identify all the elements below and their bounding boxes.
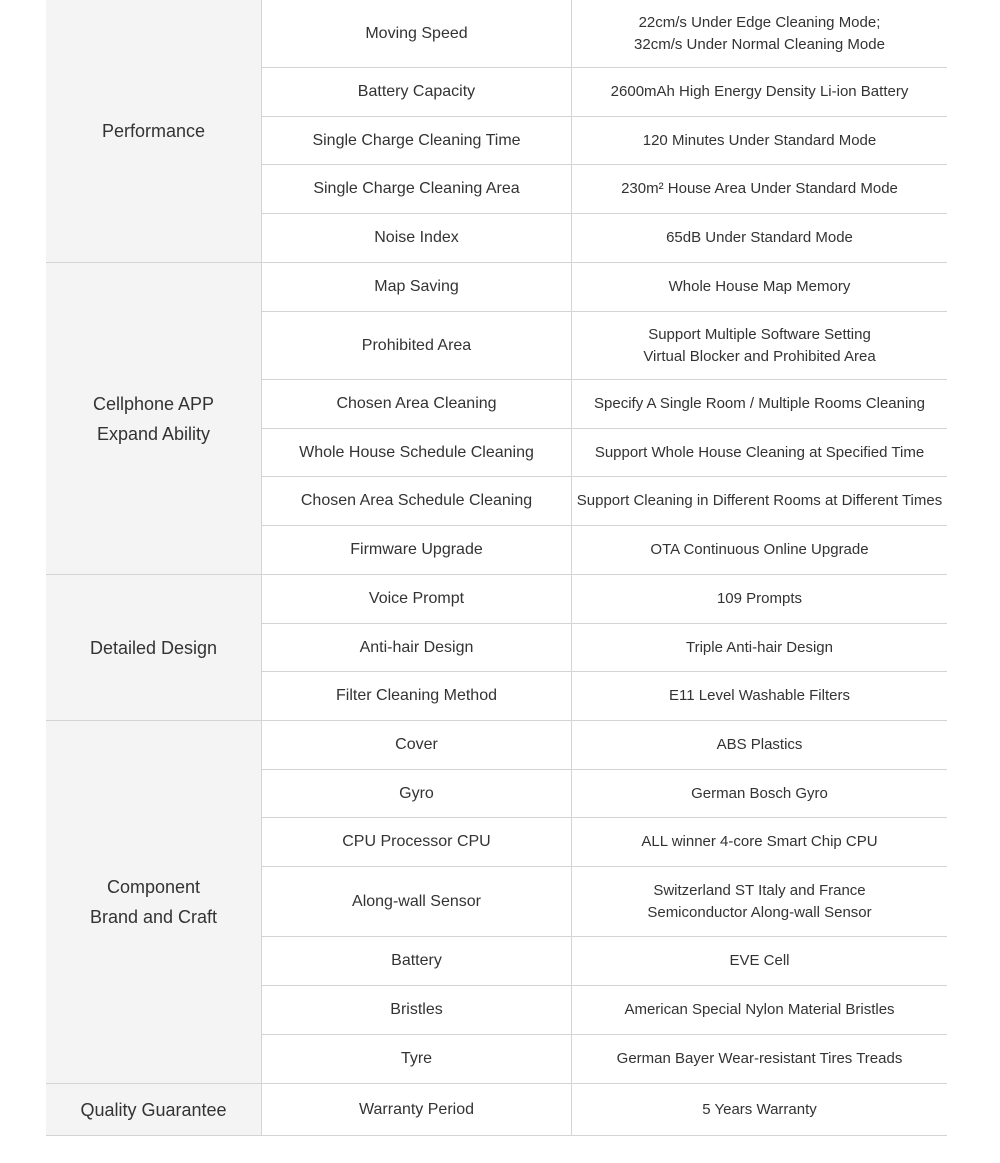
spec-value — [572, 263, 947, 311]
group-label-line: Expand Ability — [96, 423, 211, 444]
spec-value-line: German Bosch Gyro — [691, 784, 828, 802]
spec-value — [572, 0, 947, 67]
spec-value-line: Specify A Single Room / Multiple Rooms Cleaning — [594, 395, 925, 412]
spec-row — [262, 818, 947, 867]
spec-name: Single Charge Cleaning Time — [262, 117, 572, 164]
group-label — [46, 0, 262, 262]
spec-name: Bristles — [262, 986, 572, 1034]
spec-value — [572, 380, 947, 428]
spec-group — [46, 1084, 947, 1136]
spec-value — [572, 770, 947, 817]
spec-value — [572, 429, 947, 476]
spec-value-line: 120 Minutes Under Standard Mode — [642, 131, 877, 149]
spec-row — [262, 770, 947, 818]
spec-row — [262, 68, 947, 117]
spec-value-line: Support Multiple Software Setting — [648, 325, 871, 343]
spec-value-line: Support Whole House Cleaning at Specified Time — [594, 443, 925, 461]
spec-value-line: 32cm/s Under Normal Cleaning Mode — [634, 35, 885, 53]
spec-name: Warranty Period — [262, 1084, 572, 1135]
spec-row — [262, 867, 947, 937]
spec-value-line: 230m² House Area Under Standard Mode — [621, 180, 898, 197]
spec-value — [572, 165, 947, 213]
spec-row — [262, 0, 947, 68]
spec-group — [46, 0, 947, 263]
group-label — [46, 1084, 262, 1135]
spec-value — [572, 214, 947, 262]
group-label — [46, 721, 262, 1083]
spec-row — [262, 477, 947, 526]
spec-value — [572, 818, 947, 866]
spec-row — [262, 624, 947, 672]
group-label — [46, 575, 262, 720]
spec-row — [262, 165, 947, 214]
spec-value-line: 109 Prompts — [716, 590, 803, 607]
spec-name: Prohibited Area — [262, 312, 572, 379]
spec-name: Tyre — [262, 1035, 572, 1083]
spec-name: Anti-hair Design — [262, 624, 572, 671]
spec-name: Map Saving — [262, 263, 572, 311]
spec-value-line: Semiconductor Along-wall Sensor — [647, 903, 872, 921]
spec-value-line: EVE Cell — [729, 952, 790, 969]
spec-name: Firmware Upgrade — [262, 526, 572, 574]
spec-value-line: 5 Years Warranty — [702, 1100, 817, 1118]
spec-row — [262, 117, 947, 165]
spec-row — [262, 263, 947, 312]
spec-group — [46, 721, 947, 1084]
spec-row — [262, 1084, 947, 1135]
spec-value-line: Triple Anti-hair Design — [685, 638, 833, 656]
spec-group — [46, 263, 947, 575]
spec-value — [572, 68, 947, 116]
spec-row — [262, 721, 947, 770]
spec-row — [262, 1035, 947, 1083]
spec-value-line: Switzerland ST Italy and France — [653, 881, 866, 899]
group-label-line: Detailed Design — [89, 637, 218, 658]
group-label-line: Cellphone APP — [92, 393, 215, 414]
spec-row — [262, 575, 947, 624]
spec-name: Moving Speed — [262, 0, 572, 67]
spec-value — [572, 937, 947, 985]
spec-value-line: Support Cleaning in Different Rooms at Different Times — [576, 492, 943, 509]
spec-value — [572, 986, 947, 1034]
spec-value — [572, 477, 947, 525]
spec-value-line: Virtual Blocker and Prohibited Area — [643, 347, 876, 365]
spec-value-line: 22cm/s Under Edge Cleaning Mode; — [638, 13, 881, 31]
spec-value — [572, 867, 947, 936]
spec-name: Voice Prompt — [262, 575, 572, 623]
spec-value — [572, 575, 947, 623]
spec-value-line: 65dB Under Standard Mode — [666, 229, 853, 246]
spec-name: Chosen Area Schedule Cleaning — [262, 477, 572, 525]
spec-value-line: 2600mAh High Energy Density Li-ion Battery — [610, 83, 909, 100]
spec-name: Single Charge Cleaning Area — [262, 165, 572, 213]
spec-value — [572, 117, 947, 164]
spec-row — [262, 380, 947, 429]
spec-value — [572, 1084, 947, 1135]
spec-value — [572, 312, 947, 379]
spec-value-line: OTA Continuous Online Upgrade — [650, 541, 869, 558]
spec-value-line: ALL winner 4-core Smart Chip CPU — [641, 833, 878, 850]
spec-name: Chosen Area Cleaning — [262, 380, 572, 428]
spec-value-line: Whole House Map Memory — [668, 278, 851, 295]
spec-name: Along-wall Sensor — [262, 867, 572, 936]
spec-row — [262, 937, 947, 986]
group-label — [46, 263, 262, 574]
spec-value — [572, 721, 947, 769]
spec-value-line: E11 Level Washable Filters — [669, 687, 850, 704]
spec-value-line: ABS Plastics — [716, 736, 803, 753]
spec-name: Battery — [262, 937, 572, 985]
spec-value — [572, 1035, 947, 1083]
spec-row — [262, 672, 947, 720]
spec-row — [262, 214, 947, 262]
spec-row — [262, 312, 947, 380]
group-label-line: Component — [106, 877, 201, 897]
spec-value-line: German Bayer Wear-resistant Tires Treads — [616, 1050, 903, 1067]
spec-value-line: American Special Nylon Material Bristles — [624, 1001, 895, 1018]
spec-group — [46, 575, 947, 721]
spec-row — [262, 429, 947, 477]
spec-name: Battery Capacity — [262, 68, 572, 116]
spec-row — [262, 986, 947, 1035]
group-label-line: Brand and Craft — [89, 907, 218, 927]
spec-value — [572, 526, 947, 574]
spec-value — [572, 672, 947, 720]
spec-name: Whole House Schedule Cleaning — [262, 429, 572, 476]
spec-value — [572, 624, 947, 671]
spec-name: Gyro — [262, 770, 572, 817]
group-label-line: Quality Guarantee — [80, 1099, 227, 1120]
spec-row — [262, 526, 947, 574]
group-label-line: Performance — [101, 121, 206, 141]
spec-name: Cover — [262, 721, 572, 769]
spec-name: CPU Processor CPU — [262, 818, 572, 866]
spec-name: Noise Index — [262, 214, 572, 262]
spec-table — [46, 0, 947, 1136]
spec-name: Filter Cleaning Method — [262, 672, 572, 720]
